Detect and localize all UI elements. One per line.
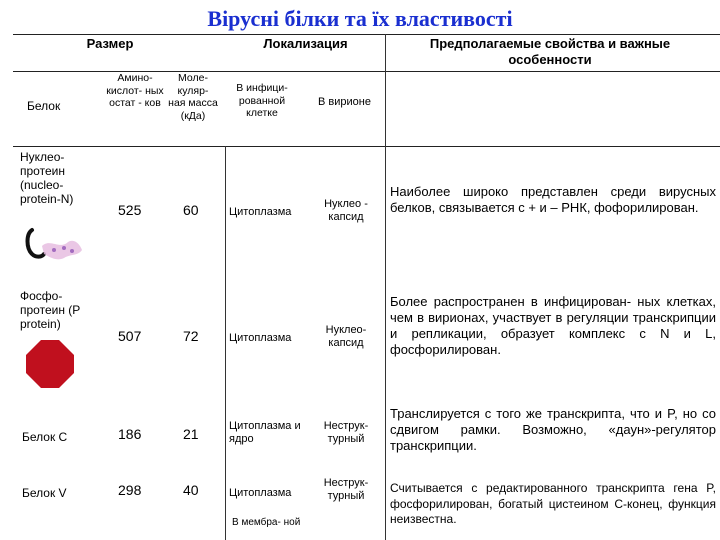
header-properties: Предполагаемые свойства и важные особенности — [429, 36, 671, 67]
row3-description: Транслируется с того же транскрипта, что и P, но со сдвигом рамки. Возможно, «даун»-регулятор транскрипции. — [390, 406, 716, 453]
row4-mass: 40 — [183, 482, 199, 498]
header-size: Размер — [86, 36, 134, 51]
row4-cell-localization: Цитоплазма — [229, 487, 292, 499]
row1-virion-localization: Нуклео - капсид — [324, 198, 368, 223]
subheader-mass: Моле- куляр- ная масса (кДа) — [168, 72, 218, 122]
row3-aa: 186 — [118, 426, 142, 442]
row2-description: Более распространен в инфицирован- ных клетках, чем в вирионах, участвует в регуляции транскрипции и репликации, образует комплекс с N и L, фосфорилирован. — [390, 294, 716, 357]
subheader-divider — [13, 146, 720, 147]
row1-name: Нуклео- протеин (nucleo- protein-N) — [20, 150, 74, 206]
row2-mass: 72 — [183, 328, 199, 344]
table-border-top — [13, 34, 720, 35]
phosphoprotein-image — [24, 338, 76, 390]
subheader-aa: Амино- кислот- ных остат - ков — [106, 72, 164, 109]
row3-name: Белок C — [22, 430, 68, 444]
row1-aa: 525 — [118, 202, 142, 218]
row2-name: Фосфо- протеин (P protein) — [20, 289, 81, 331]
nucleoprotein-image — [24, 224, 86, 266]
row2-cell-localization: Цитоплазма — [229, 332, 292, 344]
row1-description: Наиболее широко представлен среди вирусных белков, связывается с + и – РНК, фофорилирован. — [390, 184, 716, 215]
row4-virion-localization: Неструк- турный — [323, 477, 369, 502]
row3-virion-localization: Неструк- турный — [323, 420, 369, 445]
col-divider-1 — [225, 146, 226, 540]
row3-cell-localization: Цитоплазма и ядро — [229, 420, 301, 445]
protein-table — [0, 34, 720, 540]
row4-aa: 298 — [118, 482, 142, 498]
subheader-protein: Белок — [27, 99, 61, 113]
row2-aa: 507 — [118, 328, 142, 344]
row2-virion-localization: Нуклео- капсид — [325, 324, 367, 349]
header-localization: Локализация — [263, 36, 348, 51]
subheader-virion: В вирионе — [318, 96, 371, 108]
subheader-infected-cell: В инфици- рованной клетке — [236, 82, 288, 119]
cutoff-next-row-text: В мембра- ной — [232, 517, 301, 528]
row3-mass: 21 — [183, 426, 199, 442]
row4-name: Белок V — [22, 486, 67, 500]
row1-mass: 60 — [183, 202, 199, 218]
row4-description: Считывается с редактированного транскрипта гена P, фосфорилирован, богатый цистеином C-конец, функция неизвестна. — [390, 481, 716, 526]
row1-cell-localization: Цитоплазма — [229, 206, 292, 218]
page-title: Вірусні білки та їх властивості — [207, 6, 513, 31]
col-divider-2 — [385, 34, 386, 540]
